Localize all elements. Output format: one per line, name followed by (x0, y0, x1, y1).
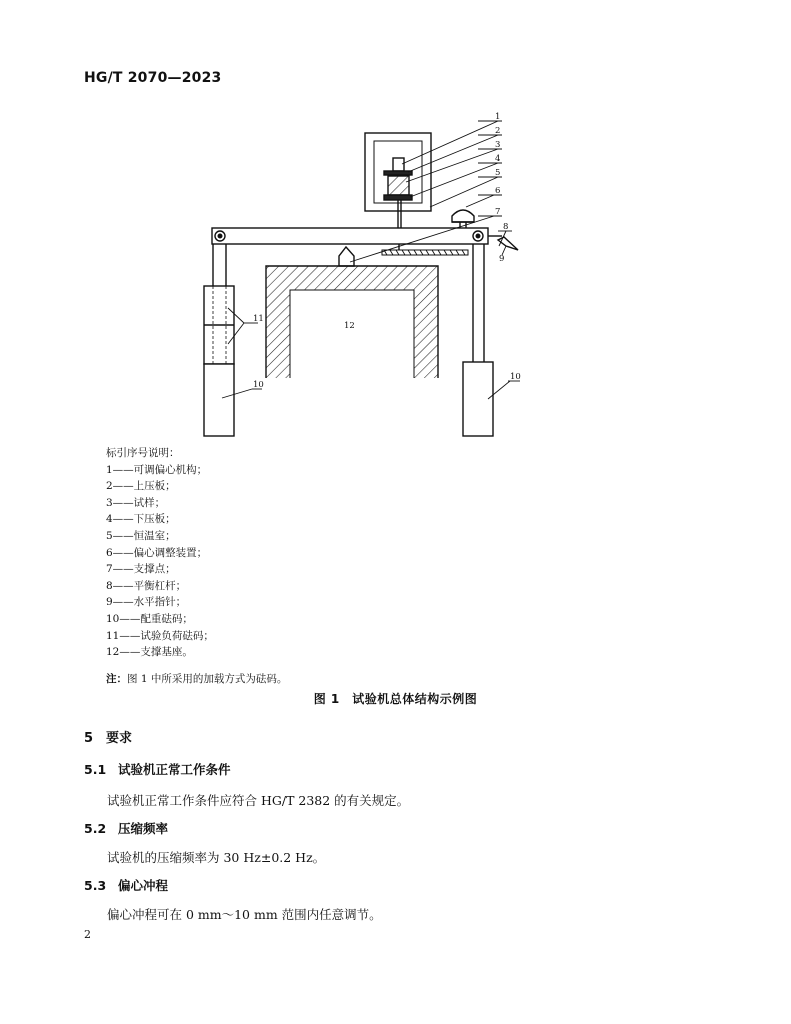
lower-plate (384, 195, 412, 200)
section-title: 偏心冲程 (118, 878, 169, 893)
section-5-3-heading (84, 876, 168, 894)
legend-item: 9——水平指针； (106, 596, 187, 609)
callout-8: 8 (503, 222, 509, 232)
section-5-heading (84, 727, 132, 746)
test-machine-diagram (0, 0, 791, 450)
section-5-1-text: 试验机正常工作条件应符合 HG/T 2382 的有关规定。 (107, 793, 410, 808)
document-code: HG/T 2070—2023 (84, 70, 222, 86)
section-title: 压缩频率 (118, 821, 169, 836)
specimen (388, 176, 409, 195)
legend-item: 6——偏心调整装置； (106, 546, 208, 559)
callout-10-left: 10 (253, 380, 264, 390)
legend (106, 445, 214, 661)
callout-1: 1 (495, 112, 501, 122)
callout-9: 9 (499, 254, 505, 264)
section-title: 试验机正常工作条件 (118, 762, 231, 777)
legend-item: 10——配重砝码； (106, 612, 193, 625)
eccentric-adjuster (452, 210, 474, 222)
callout-6: 6 (495, 186, 501, 196)
section-number: 5.3 (84, 878, 107, 893)
callout-10-right: 10 (510, 372, 521, 382)
callout-7: 7 (495, 207, 501, 217)
callout-12: 12 (344, 321, 355, 331)
callout-3: 3 (495, 140, 501, 150)
section-5-1-heading (84, 760, 231, 778)
section-5-3-text: 偏心冲程可在 0 mm～10 mm 范围内任意调节。 (107, 907, 382, 922)
legend-item: 12——支撑基座。 (106, 646, 193, 659)
section-5-2-heading (84, 819, 168, 837)
callout-4: 4 (495, 154, 501, 164)
legend-item: 7——支撑点； (106, 563, 176, 576)
legend-title: 标引序号说明： (106, 447, 180, 459)
page-number: 2 (84, 928, 91, 941)
legend-item: 5——恒温室； (106, 529, 176, 542)
legend-item: 3——试样； (106, 496, 166, 509)
callout-5: 5 (495, 168, 501, 178)
section-number: 5.2 (84, 821, 107, 836)
figure-note (106, 671, 287, 686)
callout-2: 2 (495, 126, 501, 136)
counterweight-left (204, 364, 234, 436)
legend-item: 11——试验负荷砝码； (106, 629, 214, 642)
section-number: 5.1 (84, 762, 107, 777)
level-pointer (498, 237, 518, 250)
section-title: 要求 (106, 731, 133, 746)
section-5-2-text: 试验机的压缩频率为 30 Hz±0.2 Hz。 (107, 850, 326, 865)
figure-caption: 图 1 试验机总体结构示例图 (313, 692, 478, 706)
legend-item: 8——平衡杠杆； (106, 579, 187, 592)
balance-lever (212, 228, 488, 244)
eccentric-mechanism (393, 158, 404, 171)
note-text: 图 1 中所采用的加载方式为砝码。 (127, 673, 288, 685)
upper-plate (384, 171, 412, 175)
legend-item: 2——上压板； (106, 480, 176, 493)
support-point (339, 247, 354, 266)
note-label: 注： (106, 673, 127, 685)
callout-11: 11 (253, 314, 264, 324)
section-number: 5 (84, 731, 94, 746)
legend-item: 4——下压板； (106, 513, 176, 526)
legend-item: 1——可调偏心机构； (106, 463, 208, 476)
